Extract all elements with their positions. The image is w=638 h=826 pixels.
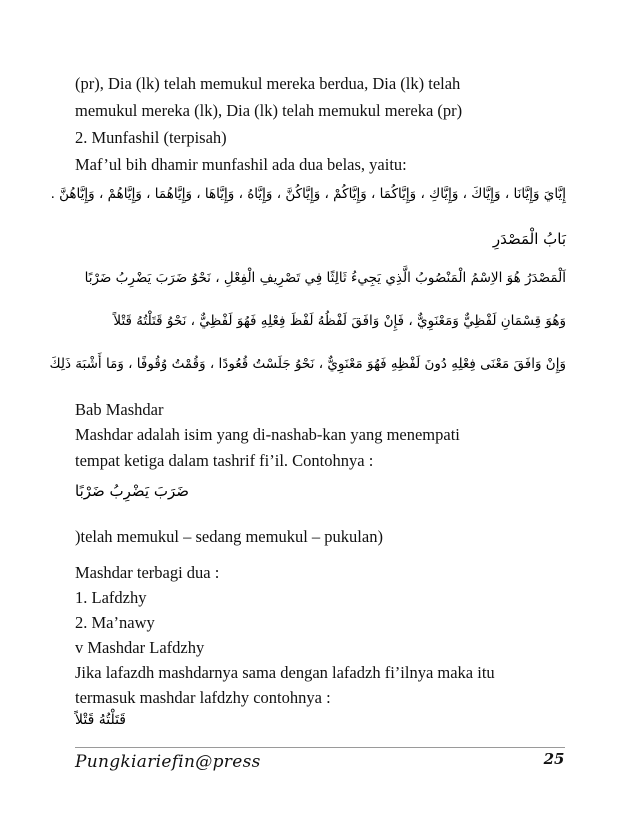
arabic-example-tashrif: ضَرَبَ يَضْرِبُ ضَرْبًا bbox=[75, 482, 190, 500]
list-item-manawy: 2. Ma’nawy bbox=[75, 613, 155, 632]
text-line-7: Mashdar terbagi dua : bbox=[75, 563, 220, 582]
list-item-lafdzhy: 1. Lafdzhy bbox=[75, 588, 147, 607]
footer-author: Pungkiariefin@press bbox=[75, 752, 261, 772]
text-line-5: Mashdar adalah isim yang di-nashab-kan yang menempati bbox=[75, 425, 460, 444]
arabic-chapter-title: بَابُ الْمَصْدَرِ bbox=[492, 230, 566, 248]
arabic-example-qatl: قَتَلْتُهُ قَتْلاً bbox=[75, 712, 127, 728]
text-line-1: (pr), Dia (lk) telah memukul mereka berdua, Dia (lk) telah bbox=[75, 74, 461, 93]
section-heading: Bab Mashdar bbox=[75, 400, 164, 419]
text-line-2: memukul mereka (lk), Dia (lk) telah memukul mereka (pr) bbox=[75, 101, 463, 120]
arabic-definition-line: اَلْمَصْدَرُ هُوَ الاِسْمُ الْمَنْصُوبُ الَّذِي يَجِيءُ ثَالِثًا فِي تَصْرِيفِ الْفِعْلِ ، نَحْوُ ضَرَبَ يَضْرِبُ ضَرْبًا bbox=[84, 270, 566, 286]
text-line-3: 2. Munfashil (terpisah) bbox=[75, 128, 227, 147]
subsection-heading: v Mashdar Lafdzhy bbox=[75, 638, 205, 657]
text-line-8: Jika lafazdh mashdarnya sama dengan lafadzh fi’ilnya maka itu bbox=[75, 663, 495, 682]
footer-divider bbox=[75, 747, 565, 748]
text-line-6: tempat ketiga dalam tashrif fi’il. Contohnya : bbox=[75, 451, 374, 470]
page-number: 25 bbox=[543, 750, 565, 768]
arabic-maknawi-line: وَإِنْ وَافَقَ مَعْنَى فِعْلِهِ دُونَ لَفْظِهِ فَهُوَ مَعْنَوِيٌّ ، نَحْوُ جَلَسْتُ قُعُودًا ، وَقُمْتُ وُقُوفًا ، وَمَا أَشْبَهَ ذَلِكَ bbox=[49, 356, 566, 372]
arabic-pronoun-list: إِيَّايَ وَإِيَّانَا ، وَإِيَّاكَ ، وَإِيَّاكِ ، وَإِيَّاكُمَا ، وَإِيَّاكُمْ ، وَإِيَّاكُنَّ ، وَإِيَّاهُ ، وَإِيَّاهَا ، وَإِيَّاهُمَا ، وَإِيَّاهُمْ ، وَإِيَّاهُنَّ . bbox=[50, 186, 566, 202]
arabic-division-line: وَهُوَ قِسْمَانِ لَفْظِيٌّ وَمَعْنَوِيٌّ ، فَإِنْ وَافَقَ لَفْظُهُ لَفْظَ فِعْلِهِ فَهُوَ لَفْظِيٌّ ، نَحْوُ قَتَلْتُهُ قَتْلاً bbox=[113, 313, 566, 329]
text-line-4: Maf’ul bih dhamir munfashil ada dua belas, yaitu: bbox=[75, 155, 407, 174]
translation-line: )telah memukul – sedang memukul – pukulan) bbox=[75, 527, 383, 546]
text-line-9: termasuk mashdar lafdzhy contohnya : bbox=[75, 688, 331, 707]
